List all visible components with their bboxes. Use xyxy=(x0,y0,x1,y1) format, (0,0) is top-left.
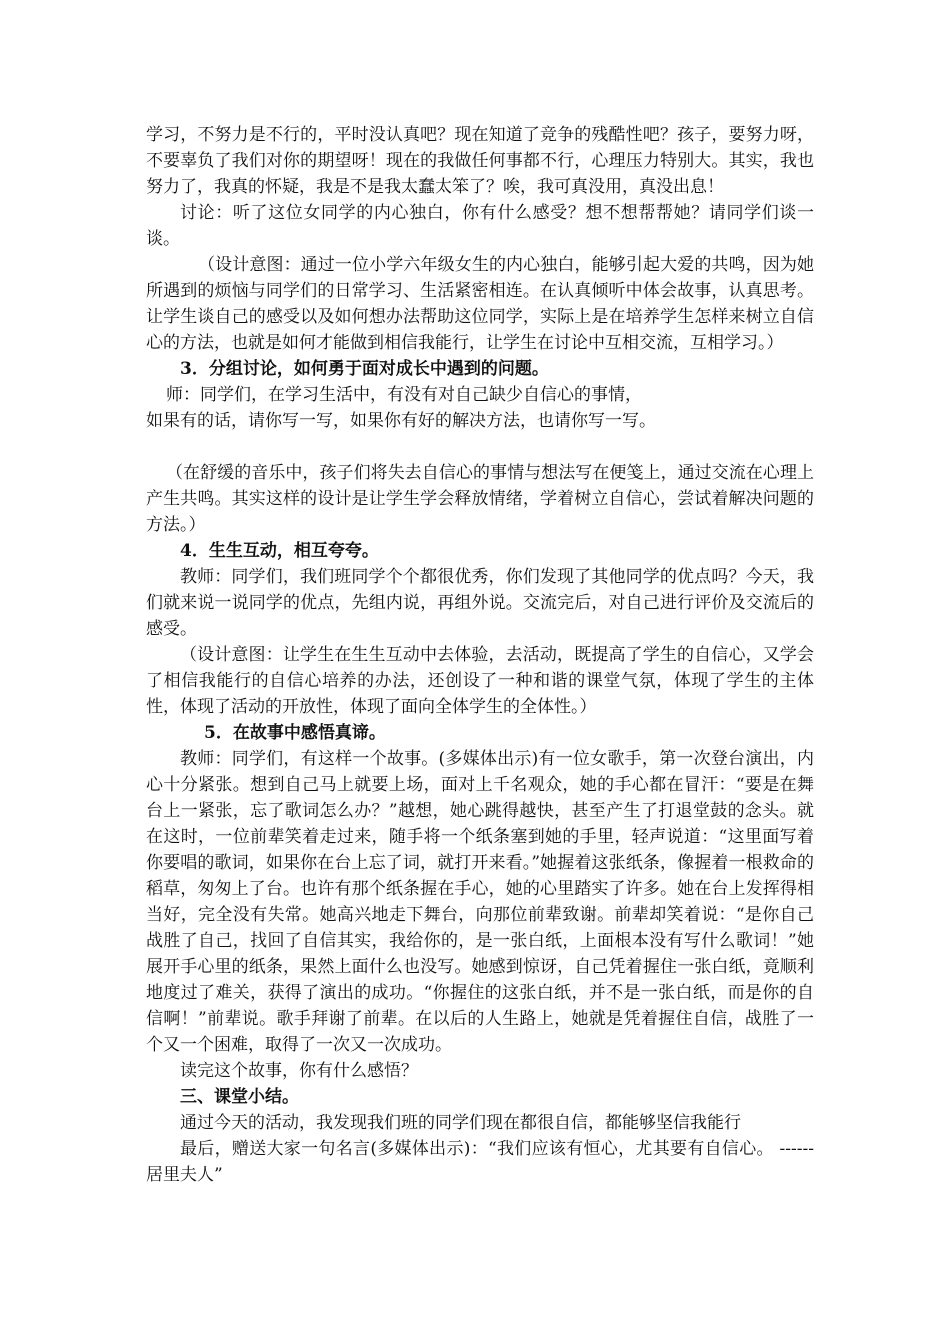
section-heading-3: 3．分组讨论，如何勇于面对成长中遇到的问题。 xyxy=(180,359,549,379)
paragraph-summary: 通过今天的活动，我发现我们班的同学们现在都很自信，都能够坚信我能行 xyxy=(180,1113,741,1133)
paragraph-discussion: 讨论：听了这位女同学的内心独白，你有什么感受？想不想帮帮她？请同学们谈一谈。 xyxy=(146,203,814,249)
blank-line xyxy=(146,434,814,460)
paragraph-monologue-end: 学习，不努力是不行的，平时没认真吧？现在知道了竞争的残酷性吧？孩子，要努力呀，不要辜负了我们对你的期望呀！现在的我做任何事都不行，心理压力特别大。其实，我也努力了，我真的怀疑，我是不是我太蠢太笨了？唉，我可真没用，真没出息！ xyxy=(146,125,814,197)
paragraph-teacher-prompt-1: 师：同学们，在学习生活中，有没有对自己缺少自信心的事情， xyxy=(166,385,642,405)
document-body xyxy=(146,122,814,1188)
paragraph-quote: 最后，赠送大家一句名言(多媒体出示)：“我们应该有恒心，尤其要有自信心。 ------居里夫人” xyxy=(146,1139,814,1185)
section-heading-4: 4．生生互动，相互夸夸。 xyxy=(180,541,379,561)
paragraph-design-intent-1: （设计意图：通过一位小学六年级女生的内心独白，能够引起大爱的共鸣，因为她所遇到的烦恼与同学们的日常学习、生活紧密相连。在认真倾听中体会故事，认真思考。让学生谈自己的感受以及如何想办法帮助这位同学，实际上是在培养学生怎样来树立自信心的方法，也就是如何才能做到相信我能行，让学生在讨论中互相交流，互相学习。） xyxy=(146,255,814,353)
paragraph-story-question: 读完这个故事，你有什么感悟？ xyxy=(180,1061,418,1081)
paragraph-teacher-prompt-2: 如果有的话，请你写一写，如果你有好的解决方法，也请你写一写。 xyxy=(146,411,656,431)
paragraph-design-intent-2: （设计意图：让学生在生生互动中去体验，去活动，既提高了学生的自信心，又学会了相信我能行的自信心培养的办法，还创设了一种和谐的课堂气氛，体现了学生的主体性，体现了活动的开放性，体现了面向全体学生的全体性。） xyxy=(146,645,814,717)
paragraph-story: 教师：同学们，有这样一个故事。(多媒体出示)有一位女歌手，第一次登台演出，内心十分紧张。想到自己马上就要上场，面对上千名观众，她的手心都在冒汗：“要是在舞台上一紧张，忘了歌词怎么办？”越想，她心跳得越快，甚至产生了打退堂鼓的念头。就在这时，一位前辈笑着走过来，随手将一个纸条塞到她的手里，轻声说道：“这里面写着你要唱的歌词，如果你在台上忘了词，就打开来看。”她握着这张纸条，像握着一根救命的稻草，匆匆上了台。也许有那个纸条握在手心，她的心里踏实了许多。她在台上发挥得相当好，完全没有失常。她高兴地走下舞台，向那位前辈致谢。前辈却笑着说：“是你自己战胜了自己，找回了自信其实，我给你的，是一张白纸，上面根本没有写什么歌词！”她展开手心里的纸条，果然上面什么也没写。她感到惊讶，自己凭着握住一张白纸，竟顺利地度过了难关，获得了演出的成功。“你握住的这张白纸，并不是一张白纸，而是你的自信啊！”前辈说。歌手拜谢了前辈。在以后的人生路上，她就是凭着握住自信，战胜了一个又一个困难，取得了一次又一次成功。 xyxy=(146,749,814,1055)
section-heading-summary: 三、课堂小结。 xyxy=(180,1087,299,1107)
paragraph-teacher-praise: 教师：同学们，我们班同学个个都很优秀，你们发现了其他同学的优点吗？今天，我们就来说一说同学的优点，先组内说，再组外说。交流完后，对自己进行评价及交流后的感受。 xyxy=(146,567,814,639)
section-heading-5: 5．在故事中感悟真谛。 xyxy=(204,723,386,743)
paragraph-music-activity: （在舒缓的音乐中，孩子们将失去自信心的事情与想法写在便笺上，通过交流在心理上产生共鸣。其实这样的设计是让学生学会释放情绪，学着树立自信心，尝试着解决问题的方法。） xyxy=(146,463,814,535)
